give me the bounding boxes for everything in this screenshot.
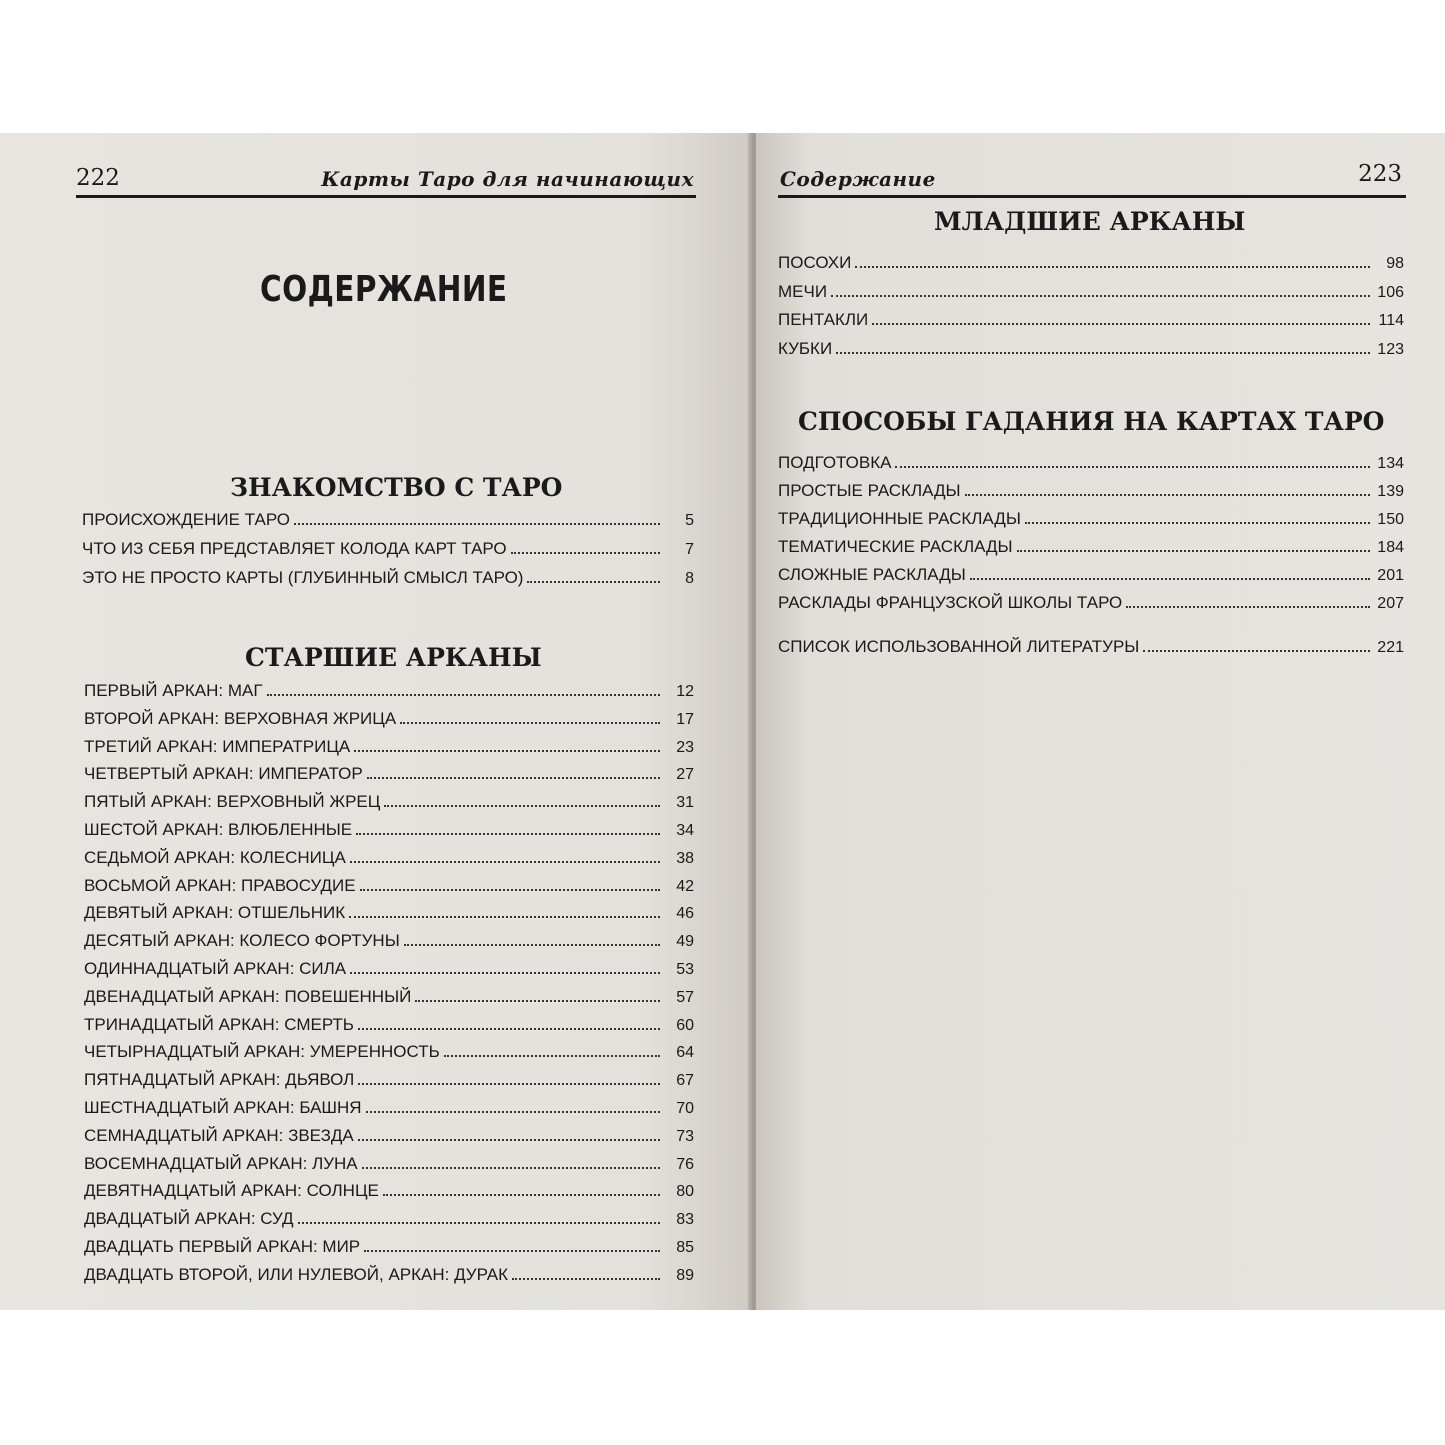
toc-entry-title: ДВЕНАДЦАТЫЙ АРКАН: ПОВЕШЕННЫЙ	[84, 986, 412, 1006]
toc-list-minor-arcana	[778, 249, 1404, 363]
toc-entry[interactable]	[84, 1233, 694, 1257]
toc-entry-page: 89	[676, 1266, 694, 1284]
toc-entry-page: 76	[676, 1155, 694, 1173]
toc-entry[interactable]	[84, 1150, 694, 1174]
toc-entry[interactable]	[84, 760, 694, 784]
leader-dots	[383, 1194, 660, 1196]
toc-entry-page: 98	[1386, 255, 1404, 272]
toc-entry-page: 38	[676, 849, 694, 867]
toc-entry[interactable]	[82, 506, 694, 530]
toc-entry-title: ДЕВЯТНАДЦАТЫЙ АРКАН: СОЛНЦЕ	[84, 1181, 379, 1201]
leader-dots	[294, 523, 660, 525]
toc-entry-page: 123	[1377, 340, 1404, 358]
toc-entry-title: СЕДЬМОЙ АРКАН: КОЛЕСНИЦА	[84, 847, 346, 867]
left-page-number: 222	[76, 165, 120, 191]
toc-entry-title: ПЕНТАКЛИ	[778, 310, 869, 329]
toc-entry-page: 27	[676, 766, 694, 784]
leader-dots	[511, 552, 660, 554]
toc-entry[interactable]	[778, 335, 1404, 359]
leader-dots	[400, 722, 660, 724]
toc-entry[interactable]	[778, 505, 1404, 529]
toc-entry-title: ОДИННАДЦАТЫЙ АРКАН: СИЛА	[84, 959, 347, 978]
toc-entry-title: ВОСЬМОЙ АРКАН: ПРАВОСУДИЕ	[84, 875, 356, 895]
toc-entry-page: 184	[1377, 539, 1404, 556]
toc-entry-page: 201	[1377, 567, 1404, 584]
toc-entry-page: 106	[1377, 283, 1404, 301]
leader-dots	[362, 1167, 660, 1169]
toc-entry-title: ВОСЕМНАДЦАТЫЙ АРКАН: ЛУНА	[84, 1153, 358, 1173]
leader-dots	[512, 1278, 660, 1280]
leader-dots	[527, 581, 660, 583]
toc-entry[interactable]	[84, 1122, 694, 1146]
toc-entry[interactable]	[84, 1011, 694, 1035]
leader-dots	[384, 805, 660, 807]
toc-entry-page: 70	[676, 1100, 694, 1117]
toc-entry[interactable]	[84, 1261, 694, 1285]
toc-entry-title: ПЯТНАДЦАТЫЙ АРКАН: ДЬЯВОЛ	[84, 1070, 355, 1090]
toc-list-bibliography	[778, 633, 1404, 663]
toc-entry-page: 31	[676, 794, 694, 812]
toc-entry-page: 60	[676, 1016, 694, 1034]
toc-entry-title: ЧТО ИЗ СЕБЯ ПРЕДСТАВЛЯЕТ КОЛОДА КАРТ ТАРО	[82, 539, 507, 558]
left-running-title: Карты Таро для начинающих	[321, 167, 694, 191]
toc-entry-title: ПОДГОТОВКА	[778, 453, 892, 472]
leader-dots	[358, 1139, 660, 1141]
toc-entry-title: ВТОРОЙ АРКАН: ВЕРХОВНАЯ ЖРИЦА	[84, 708, 397, 728]
toc-entry-title: ДЕВЯТЫЙ АРКАН: ОТШЕЛЬНИК	[84, 903, 346, 923]
toc-entry[interactable]	[778, 249, 1404, 273]
toc-entry-page: 5	[685, 512, 694, 529]
leader-dots	[1017, 550, 1370, 552]
toc-entry[interactable]	[84, 1094, 694, 1118]
toc-entry-page: 85	[676, 1239, 694, 1256]
leader-dots	[831, 295, 1370, 297]
toc-list-major-arcana	[84, 677, 694, 1289]
toc-entry[interactable]	[778, 561, 1404, 585]
toc-entry-page: 83	[676, 1211, 694, 1229]
toc-entry[interactable]	[84, 1177, 694, 1201]
leader-dots	[895, 466, 1370, 468]
right-running-title: Содержание	[780, 167, 936, 191]
toc-entry-page: 67	[676, 1072, 694, 1090]
toc-entry-page: 150	[1377, 511, 1404, 528]
toc-entry-page: 64	[676, 1044, 694, 1062]
leader-dots	[872, 323, 1370, 325]
toc-entry-page: 7	[685, 541, 694, 558]
toc-entry-title: ТРАДИЦИОННЫЕ РАСКЛАДЫ	[778, 509, 1021, 528]
toc-entry-title: ДВАДЦАТЬ ПЕРВЫЙ АРКАН: МИР	[84, 1237, 361, 1256]
toc-entry-page: 12	[676, 683, 694, 700]
leader-dots	[855, 266, 1370, 268]
section-heading-minor-arcana: МЛАДШИЕ АРКАНЫ	[934, 207, 1246, 236]
toc-entry[interactable]	[778, 533, 1404, 557]
toc-entry-page: 49	[676, 933, 694, 951]
toc-entry[interactable]	[82, 535, 694, 559]
toc-entry-title: ПЕРВЫЙ АРКАН: МАГ	[84, 681, 263, 700]
toc-entry-page: 8	[685, 570, 694, 587]
toc-entry[interactable]	[778, 449, 1404, 473]
toc-entry-title: ЧЕТВЕРТЫЙ АРКАН: ИМПЕРАТОР	[84, 764, 363, 784]
toc-entry[interactable]	[778, 633, 1404, 657]
toc-entry[interactable]	[84, 705, 694, 729]
toc-entry-title: КУБКИ	[778, 338, 833, 358]
section-heading-divination: СПОСОБЫ ГАДАНИЯ НА КАРТАХ ТАРО	[798, 407, 1385, 436]
leader-dots	[1025, 522, 1370, 524]
toc-entry-title: ТРЕТИЙ АРКАН: ИМПЕРАТРИЦА	[84, 736, 351, 756]
toc-entry[interactable]	[84, 677, 694, 701]
leader-dots	[1143, 650, 1370, 652]
leader-dots	[350, 861, 660, 863]
toc-list-divination	[778, 449, 1404, 617]
toc-entry[interactable]	[84, 733, 694, 757]
leader-dots	[970, 578, 1370, 580]
toc-entry[interactable]	[84, 816, 694, 840]
toc-entry[interactable]	[84, 983, 694, 1007]
toc-entry-title: ДВАДЦАТЬ ВТОРОЙ, ИЛИ НУЛЕВОЙ, АРКАН: ДУРАК	[84, 1264, 509, 1284]
toc-entry-title: ЭТО НЕ ПРОСТО КАРТЫ (ГЛУБИННЫЙ СМЫСЛ ТАРО)	[82, 568, 524, 587]
leader-dots	[444, 1055, 660, 1057]
toc-entry[interactable]	[84, 1205, 694, 1229]
toc-entry[interactable]	[778, 306, 1404, 330]
leader-dots	[349, 916, 660, 918]
toc-entry[interactable]	[84, 955, 694, 979]
toc-entry-title: ДЕСЯТЫЙ АРКАН: КОЛЕСО ФОРТУНЫ	[84, 931, 400, 951]
leader-dots	[367, 777, 660, 779]
right-page	[756, 133, 1445, 1310]
leader-dots	[366, 1111, 660, 1113]
left-page-header	[76, 155, 696, 198]
leader-dots	[360, 889, 660, 891]
toc-entry-page: 42	[676, 877, 694, 895]
toc-entry[interactable]	[778, 477, 1404, 501]
left-page	[0, 133, 752, 1310]
toc-entry[interactable]	[84, 927, 694, 951]
toc-entry[interactable]	[778, 589, 1404, 613]
leader-dots	[298, 1222, 660, 1224]
toc-entry[interactable]	[84, 1038, 694, 1062]
toc-entry-page: 134	[1377, 455, 1404, 472]
toc-entry[interactable]	[84, 872, 694, 896]
toc-entry-page: 34	[676, 822, 694, 839]
toc-entry-page: 80	[676, 1183, 694, 1201]
toc-entry[interactable]	[84, 1066, 694, 1090]
toc-list-intro	[82, 506, 694, 593]
toc-entry-page: 139	[1377, 483, 1404, 500]
section-heading-major-arcana: СТАРШИЕ АРКАНЫ	[245, 643, 542, 672]
toc-entry-page: 17	[676, 710, 694, 728]
toc-entry[interactable]	[84, 788, 694, 812]
toc-entry-title: РАСКЛАДЫ ФРАНЦУЗСКОЙ ШКОЛЫ ТАРО	[778, 593, 1123, 612]
toc-entry-title: СЛОЖНЫЕ РАСКЛАДЫ	[778, 565, 966, 584]
toc-entry-title: ТРИНАДЦАТЫЙ АРКАН: СМЕРТЬ	[84, 1014, 354, 1034]
toc-entry-title: ПЯТЫЙ АРКАН: ВЕРХОВНЫЙ ЖРЕЦ	[84, 792, 381, 812]
toc-entry-title: ТЕМАТИЧЕСКИЕ РАСКЛАДЫ	[778, 537, 1013, 556]
toc-entry-page: 46	[676, 905, 694, 923]
leader-dots	[404, 944, 660, 946]
toc-entry-page: 53	[676, 961, 694, 978]
toc-entry-page: 73	[676, 1127, 694, 1145]
contents-heading: СОДЕРЖАНИЕ	[260, 269, 508, 310]
leader-dots	[836, 352, 1370, 354]
toc-entry-title: ПРОСТЫЕ РАСКЛАДЫ	[778, 481, 961, 500]
toc-entry-title: ДВАДЦАТЫЙ АРКАН: СУД	[84, 1209, 294, 1229]
toc-entry-title: ПОСОХИ	[778, 253, 852, 272]
toc-entry-title: СПИСОК ИСПОЛЬЗОВАННОЙ ЛИТЕРАТУРЫ	[778, 637, 1140, 656]
toc-entry[interactable]	[84, 844, 694, 868]
toc-entry[interactable]	[778, 278, 1404, 302]
leader-dots	[1126, 606, 1370, 608]
toc-entry-page: 23	[676, 738, 694, 756]
leader-dots	[358, 1083, 660, 1085]
leader-dots	[965, 494, 1370, 496]
right-page-header	[778, 155, 1406, 198]
leader-dots	[415, 1000, 660, 1002]
leader-dots	[364, 1250, 660, 1252]
leader-dots	[356, 833, 660, 835]
toc-entry-title: МЕЧИ	[778, 281, 828, 301]
leader-dots	[267, 694, 660, 696]
toc-entry-title: ШЕСТНАДЦАТЫЙ АРКАН: БАШНЯ	[84, 1098, 362, 1117]
toc-entry-page: 57	[676, 988, 694, 1006]
leader-dots	[354, 750, 660, 752]
toc-entry-title: СЕМНАДЦАТЫЙ АРКАН: ЗВЕЗДА	[84, 1125, 354, 1145]
section-heading-intro: ЗНАКОМСТВО С ТАРО	[230, 473, 563, 502]
toc-entry[interactable]	[84, 899, 694, 923]
toc-entry-page: 207	[1377, 595, 1404, 612]
leader-dots	[350, 972, 660, 974]
toc-entry-title: ШЕСТОЙ АРКАН: ВЛЮБЛЕННЫЕ	[84, 820, 353, 839]
toc-entry-page: 114	[1378, 312, 1404, 329]
toc-entry-title: ЧЕТЫРНАДЦАТЫЙ АРКАН: УМЕРЕННОСТЬ	[84, 1042, 440, 1062]
leader-dots	[358, 1028, 660, 1030]
toc-entry[interactable]	[82, 564, 694, 588]
toc-entry-title: ПРОИСХОЖДЕНИЕ ТАРО	[82, 510, 291, 529]
toc-entry-page: 221	[1377, 639, 1404, 656]
right-page-number: 223	[1358, 161, 1402, 187]
